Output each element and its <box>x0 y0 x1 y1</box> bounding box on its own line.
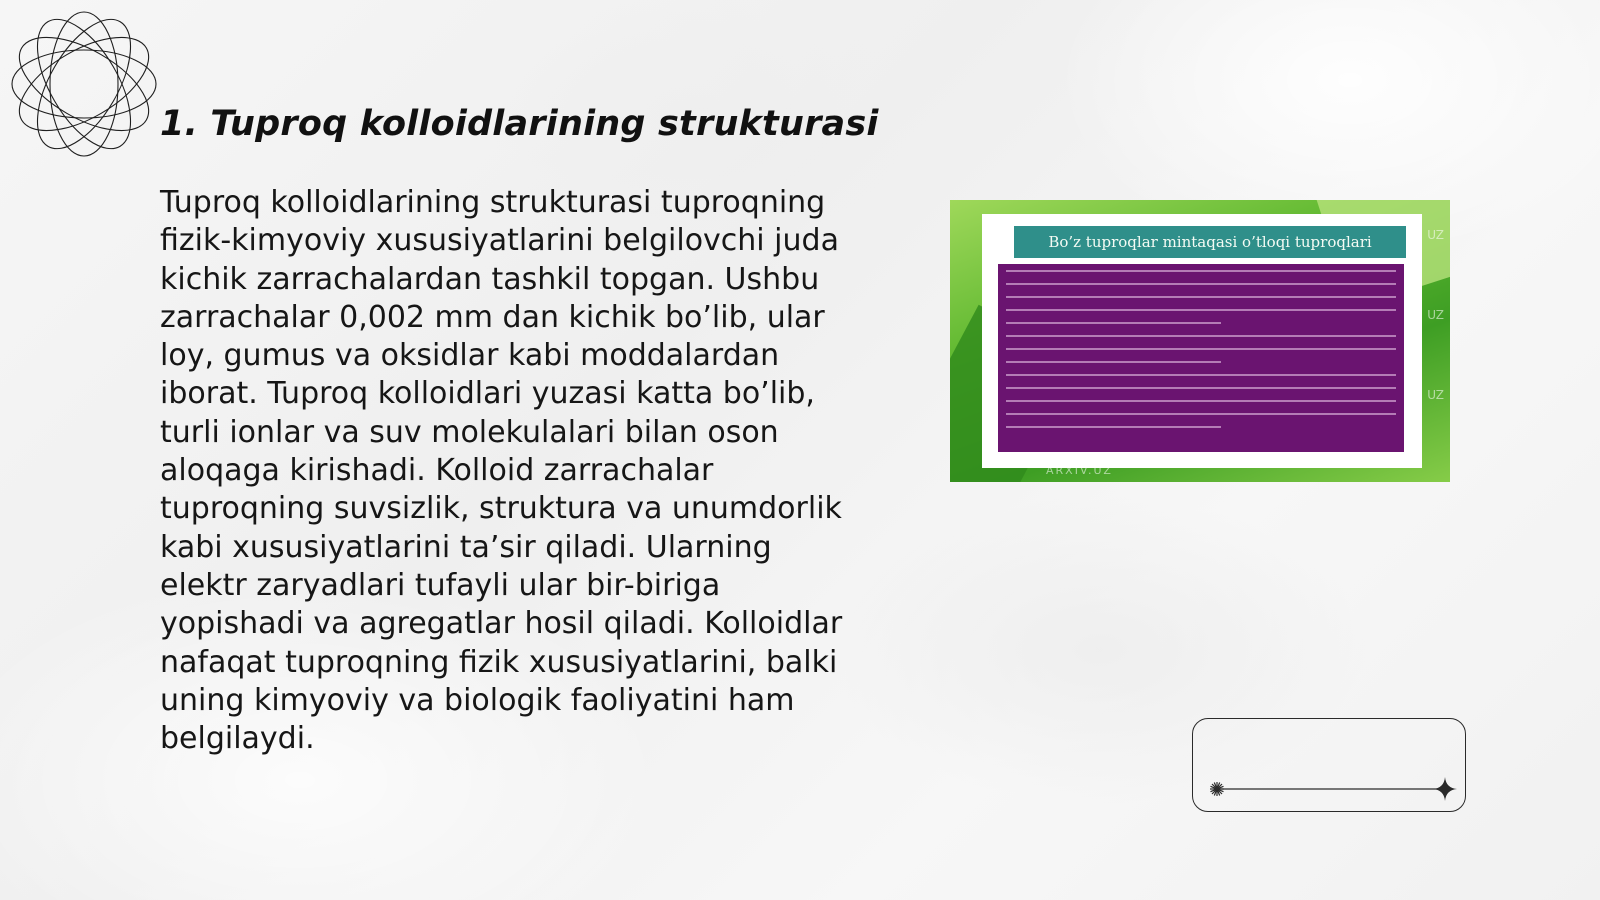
picture-side-mark: UZ <box>1427 308 1444 322</box>
picture-watermark: ARXIV.UZ <box>1046 464 1113 477</box>
spirograph-ornament <box>10 10 158 158</box>
slide-body-text: Tuproq kolloidlarining strukturasi tuproqning fizik-kimyoviy xususiyatlarini belgilovchi juda kichik zarrachalardan tashkil topgan. Ushbu zarrachalar 0,002 mm dan kichik bo’lib, ular loy, gumus va oksidlar kabi moddalardan iborat. Tuproq kolloidlari yuzasi katta bo’lib, turli ionlar va suv molekulalari bilan oson aloqaga kirishadi. Kolloid zarrachalar tuproqning suvsizlik, struktura va unumdorlik kabi xususiyatlarini ta’sir qiladi. Ularning elektr zaryadlari tufayli ular bir-biriga yopishadi va agregatlar hosil qiladi. Kolloidlar nafaqat tuproqning fizik xususiyatlarini, balki uning kimyoviy va biologik faoliyatini ham belgilaydi. <box>160 185 843 757</box>
picture-frame <box>982 214 1422 468</box>
picture-side-mark: UZ <box>1427 228 1444 242</box>
slide-title: 1. Tuproq kolloidlarining strukturasi <box>160 104 879 144</box>
picture-side-mark: UZ <box>1427 388 1444 402</box>
starburst-line-icon <box>1193 719 1467 813</box>
picture-text-panel <box>998 264 1404 452</box>
soil-picture <box>950 200 1450 482</box>
decorative-rounded-box <box>1192 718 1466 812</box>
picture-header: Bo’z tuproqlar mintaqasi o’tloqi tuproqlari <box>1014 226 1406 258</box>
